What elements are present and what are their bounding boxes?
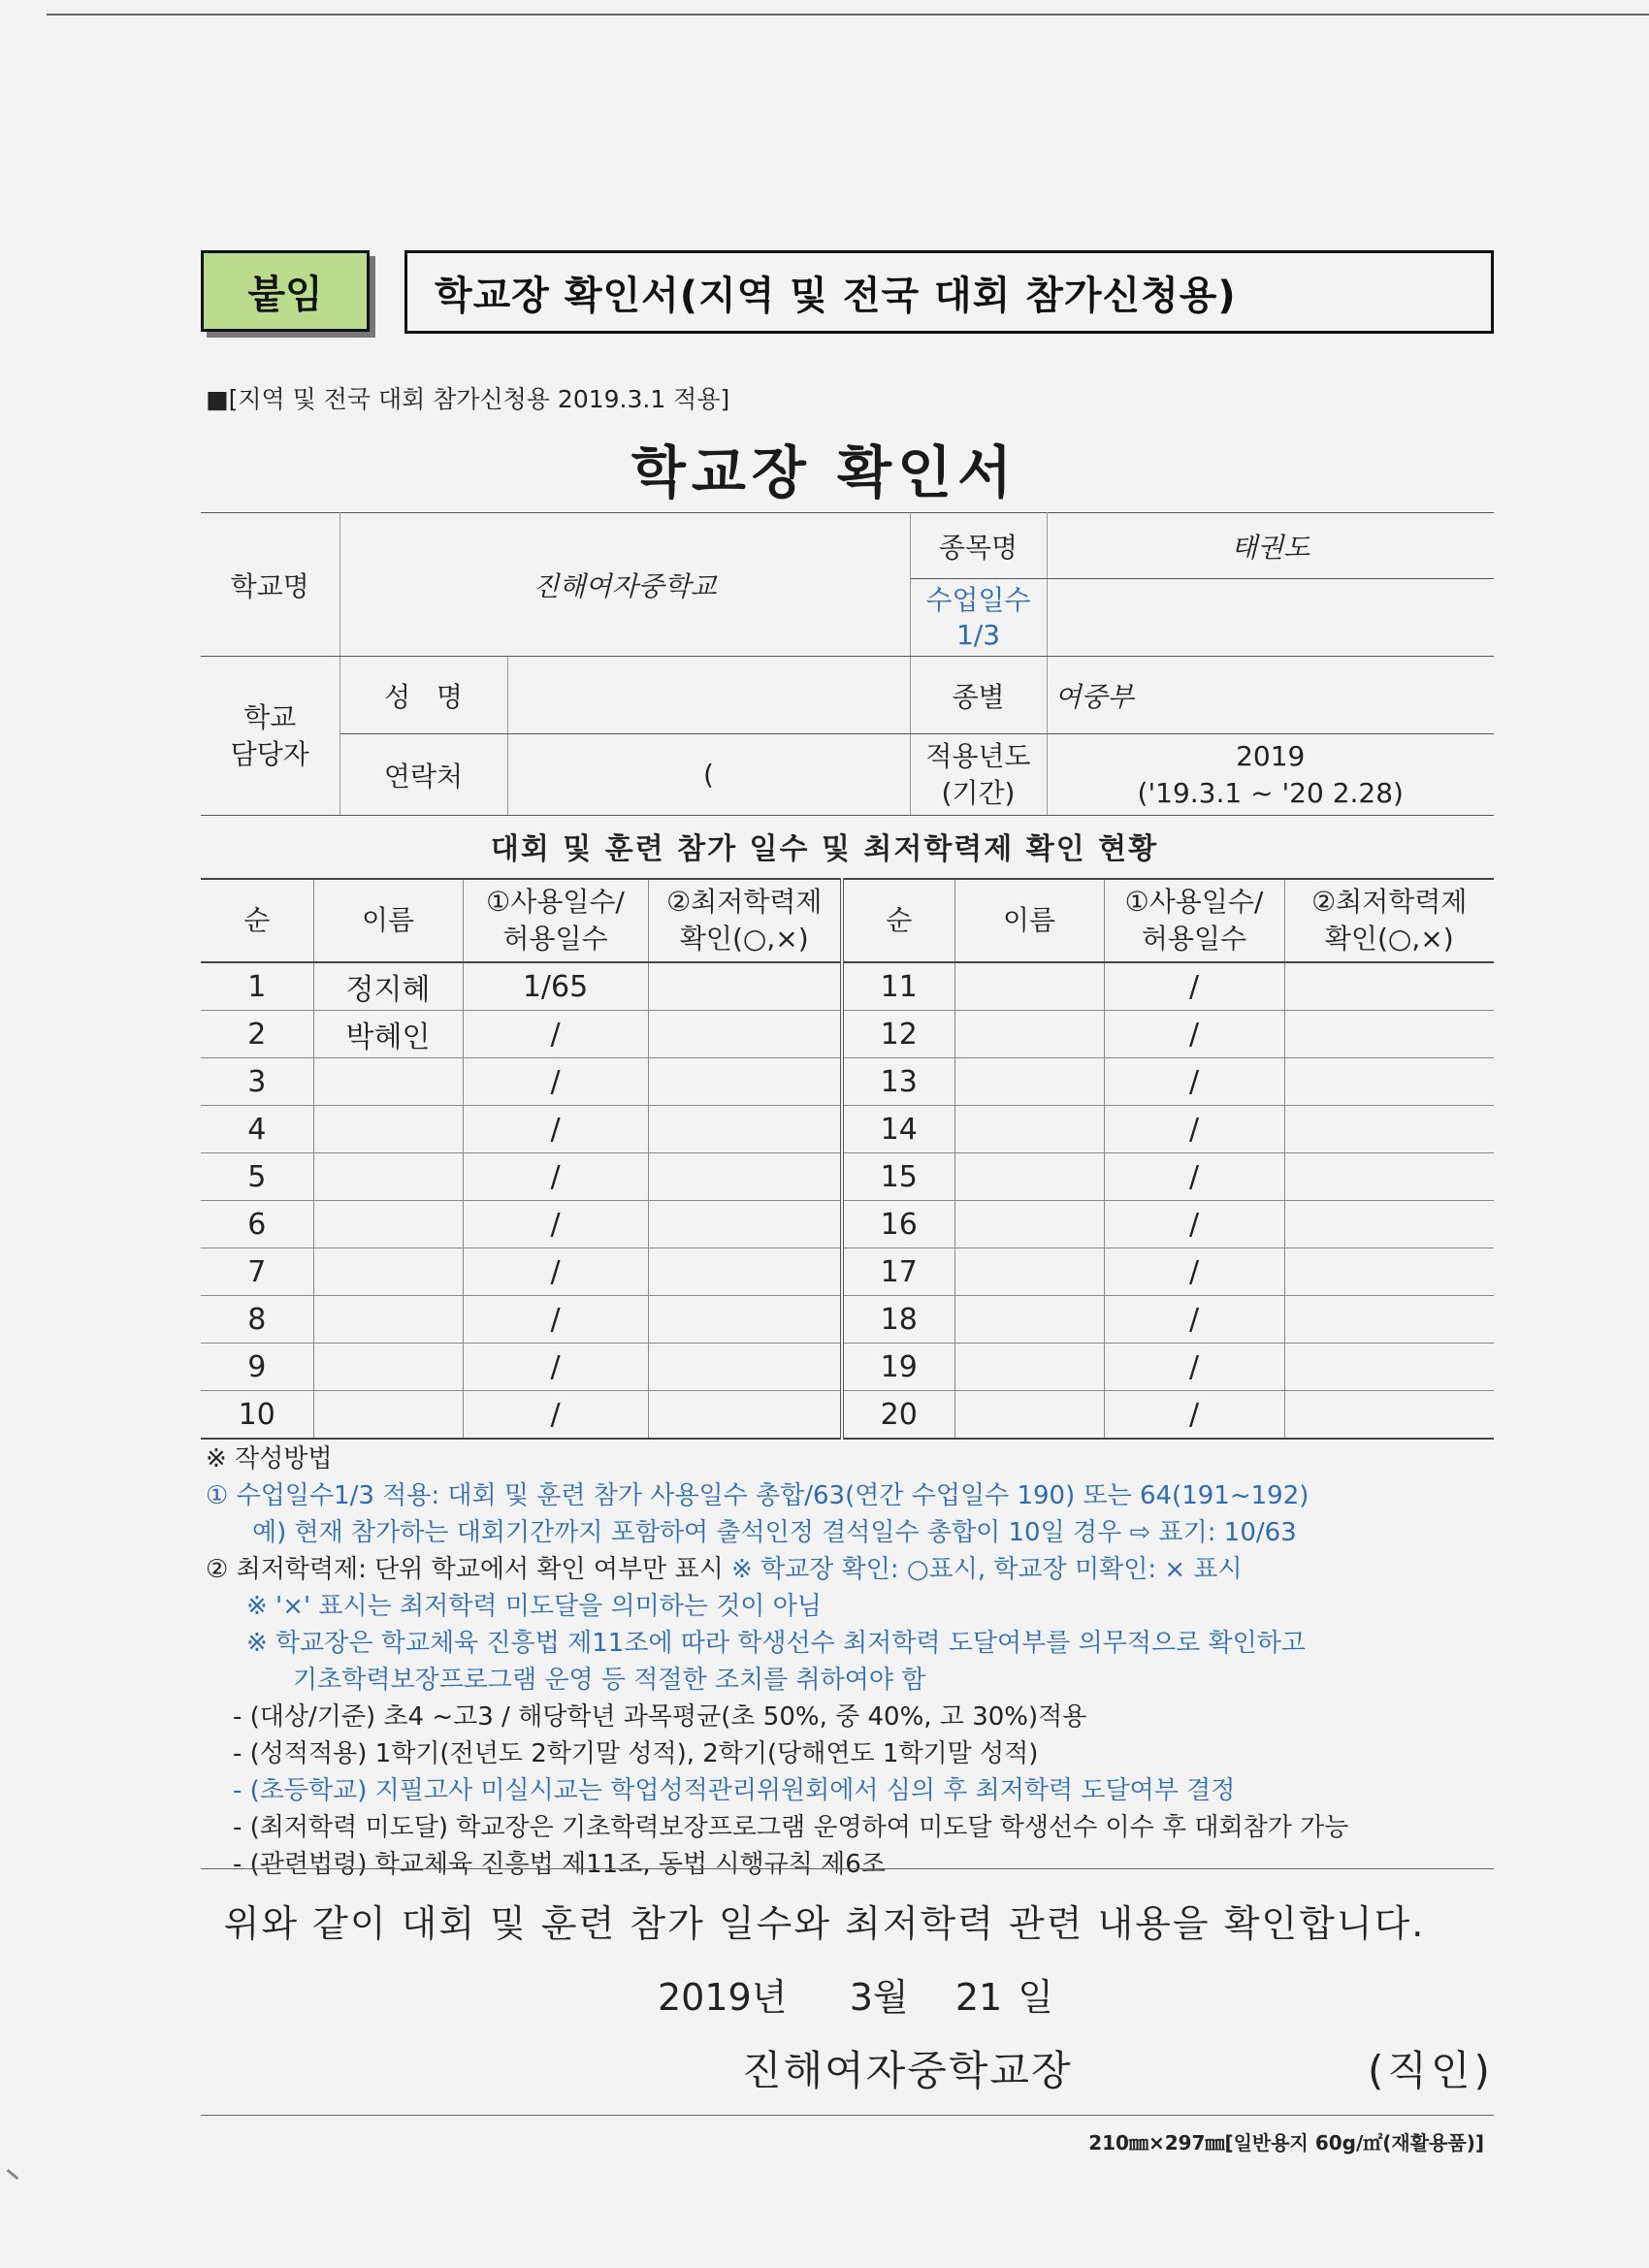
table-row bbox=[201, 962, 1494, 1011]
contact-label: 연락처 bbox=[340, 734, 507, 816]
divider-line bbox=[201, 1868, 1494, 1869]
page-title: 학교장 확인서 bbox=[630, 439, 1018, 505]
header-title: 학교장 확인서(지역 및 전국 대회 참가신청용) bbox=[404, 250, 1494, 334]
table-row bbox=[201, 1201, 1494, 1248]
school-days-label-line2: 1/3 bbox=[955, 618, 1001, 651]
cell-min-right bbox=[1284, 1058, 1494, 1106]
name-value bbox=[507, 657, 910, 734]
header-days-left-line1: ①사용일수/ bbox=[486, 886, 625, 918]
header-min-left bbox=[648, 879, 842, 962]
cell-seq-left: 5 bbox=[201, 1153, 313, 1201]
cell-min-right bbox=[1284, 1153, 1494, 1201]
header-name-left: 이름 bbox=[313, 879, 463, 962]
cell-seq-right: 16 bbox=[842, 1201, 954, 1248]
school-value: 진해여자중학교 bbox=[340, 513, 910, 657]
note-2a bbox=[206, 1551, 1496, 1588]
cell-name-left bbox=[313, 1058, 463, 1106]
contact-value: ( bbox=[507, 734, 910, 816]
cell-min-right bbox=[1284, 1344, 1494, 1391]
year-value-line1: 2019 bbox=[1236, 739, 1306, 772]
cell-seq-left: 2 bbox=[201, 1011, 313, 1058]
cell-name-left: 박혜인 bbox=[313, 1011, 463, 1058]
cell-days-right: / bbox=[1104, 1058, 1284, 1106]
cell-name-right bbox=[954, 962, 1104, 1011]
table-row bbox=[201, 1058, 1494, 1106]
cell-seq-left: 10 bbox=[201, 1391, 313, 1440]
header-days-right-line2: 허용일수 bbox=[1141, 923, 1247, 955]
top-border-line bbox=[47, 14, 1649, 16]
cell-min-right bbox=[1284, 1248, 1494, 1296]
manager-label-line2: 담당자 bbox=[230, 737, 309, 770]
school-label: 학교명 bbox=[201, 513, 340, 657]
category-value: 여중부 bbox=[1047, 657, 1494, 734]
cell-min-right bbox=[1284, 1391, 1494, 1440]
signer-name: 진해여자중학교장 bbox=[742, 2047, 1073, 2094]
cell-name-left bbox=[313, 1153, 463, 1201]
cell-min-left bbox=[648, 1248, 842, 1296]
header-seq-right: 순 bbox=[842, 879, 954, 962]
header-name-right: 이름 bbox=[954, 879, 1104, 962]
cell-seq-left: 1 bbox=[201, 962, 313, 1011]
table-row bbox=[201, 1391, 1494, 1440]
cell-days-left: / bbox=[463, 1248, 648, 1296]
header-min-right-line2: 확인(○,×) bbox=[1324, 923, 1454, 955]
cell-days-left: / bbox=[463, 1296, 648, 1344]
cell-days-left: / bbox=[463, 1106, 648, 1153]
header-min-left-line1: ②최저학력제 bbox=[666, 886, 823, 918]
table-row bbox=[201, 1011, 1494, 1058]
attachment-badge: 붙임 bbox=[201, 250, 370, 332]
cell-days-left: / bbox=[463, 1201, 648, 1248]
note-dash-5: - (관련법령) 학교체육 진흥법 제11조, 동법 시행규칙 제6조 bbox=[233, 1850, 886, 1879]
cell-seq-left: 7 bbox=[201, 1248, 313, 1296]
cell-name-left bbox=[313, 1391, 463, 1440]
cell-name-left bbox=[313, 1201, 463, 1248]
manager-label-line1: 학교 bbox=[243, 700, 297, 733]
header-min-left-line2: 확인(○,×) bbox=[679, 923, 809, 955]
note-2d: 기초학력보장프로그램 운영 등 적절한 조치를 취하여야 함 bbox=[293, 1666, 926, 1695]
cell-name-left bbox=[313, 1344, 463, 1391]
cell-min-left bbox=[648, 1201, 842, 1248]
header-days-left bbox=[463, 879, 648, 962]
cell-min-left bbox=[648, 1011, 842, 1058]
cell-days-left: / bbox=[463, 1153, 648, 1201]
year-label-line2: (기간) bbox=[941, 776, 1016, 809]
cell-days-right: / bbox=[1104, 1248, 1284, 1296]
cell-min-right bbox=[1284, 1011, 1494, 1058]
cell-name-right bbox=[954, 1296, 1104, 1344]
year-label-line1: 적용년도 bbox=[925, 739, 1031, 772]
school-days-label bbox=[910, 579, 1047, 657]
school-days-value bbox=[1047, 579, 1494, 657]
footer-divider bbox=[201, 2115, 1494, 2116]
cell-days-left: / bbox=[463, 1011, 648, 1058]
cell-days-right: / bbox=[1104, 1011, 1284, 1058]
cell-days-right: / bbox=[1104, 962, 1284, 1011]
cell-name-right bbox=[954, 1344, 1104, 1391]
event-label: 종목명 bbox=[910, 513, 1047, 579]
cell-seq-right: 19 bbox=[842, 1344, 954, 1391]
table-header-row bbox=[201, 879, 1494, 962]
note-dash-1: - (대상/기준) 초4 ~고3 / 해당학년 과목평균(초 50%, 중 40%, 고 30%)적용 bbox=[233, 1702, 1087, 1732]
header-min-right bbox=[1284, 879, 1494, 962]
cell-min-right bbox=[1284, 962, 1494, 1011]
event-value: 태권도 bbox=[1047, 513, 1494, 579]
cell-days-left: / bbox=[463, 1058, 648, 1106]
cell-seq-right: 14 bbox=[842, 1106, 954, 1153]
name-label: 성 명 bbox=[340, 657, 507, 734]
cell-min-left bbox=[648, 1106, 842, 1153]
cell-days-right: / bbox=[1104, 1391, 1284, 1440]
cell-seq-right: 17 bbox=[842, 1248, 954, 1296]
note-dash-2: - (성적적용) 1학기(전년도 2학기말 성적), 2학기(당해연도 1학기말 성적) bbox=[233, 1739, 1039, 1768]
cell-seq-left: 3 bbox=[201, 1058, 313, 1106]
cell-min-left bbox=[648, 1344, 842, 1391]
cell-seq-right: 20 bbox=[842, 1391, 954, 1440]
note-dash-4: - (최저학력 미도달) 학교장은 기초학력보장프로그램 운영하여 미도달 학생선수 이수 후 대회참가 가능 bbox=[233, 1813, 1349, 1842]
cell-seq-left: 6 bbox=[201, 1201, 313, 1248]
cell-min-left bbox=[648, 1058, 842, 1106]
manager-label bbox=[201, 657, 340, 816]
cell-name-left bbox=[313, 1296, 463, 1344]
cell-days-left: / bbox=[463, 1391, 648, 1440]
cell-min-left bbox=[648, 1296, 842, 1344]
note-1a: ① 수업일수1/3 적용: 대회 및 훈련 참가 사용일수 총합/63(연간 수업일수 190) 또는 64(191~192) bbox=[206, 1481, 1310, 1510]
paper-spec: 210㎜×297㎜[일반용지 60g/㎡(재활용품)] bbox=[1088, 2131, 1484, 2155]
cell-days-right: / bbox=[1104, 1106, 1284, 1153]
cell-min-right bbox=[1284, 1296, 1494, 1344]
cell-name-right bbox=[954, 1248, 1104, 1296]
cell-days-left: 1/65 bbox=[463, 962, 648, 1011]
instructions bbox=[206, 1441, 1496, 1883]
cell-min-left bbox=[648, 1391, 842, 1440]
table-row bbox=[201, 1106, 1494, 1153]
cell-name-right bbox=[954, 1201, 1104, 1248]
year-label bbox=[910, 734, 1047, 816]
scan-mark bbox=[7, 2169, 19, 2180]
cell-min-left bbox=[648, 1153, 842, 1201]
issue-date: 2019년 3월 21 일 bbox=[658, 1976, 1053, 2019]
cell-name-right bbox=[954, 1058, 1104, 1106]
category-label: 종별 bbox=[910, 657, 1047, 734]
period-value: ('19.3.1 ~ '20 2.28) bbox=[1137, 776, 1404, 809]
cell-seq-right: 18 bbox=[842, 1296, 954, 1344]
note-2a-highlight: ※ 학교장 확인: ○표시, 학교장 미확인: × 표시 bbox=[731, 1555, 1243, 1584]
header-days-right-line1: ①사용일수/ bbox=[1124, 886, 1264, 918]
cell-seq-right: 15 bbox=[842, 1153, 954, 1201]
table-row bbox=[201, 1248, 1494, 1296]
cell-name-left bbox=[313, 1106, 463, 1153]
header-seq-left: 순 bbox=[201, 879, 313, 962]
cell-seq-left: 9 bbox=[201, 1344, 313, 1391]
cell-seq-left: 4 bbox=[201, 1106, 313, 1153]
cell-seq-right: 12 bbox=[842, 1011, 954, 1058]
note-2b: ※ '×' 표시는 최저학력 미도달을 의미하는 것이 아님 bbox=[246, 1592, 822, 1621]
cell-min-right bbox=[1284, 1201, 1494, 1248]
table-row bbox=[201, 1344, 1494, 1391]
form-subnote: ■[지역 및 전국 대회 참가신청용 2019.3.1 적용] bbox=[206, 385, 730, 413]
note-2a-text: ② 최저학력제: 단위 학교에서 확인 여부만 표시 bbox=[206, 1555, 732, 1584]
cell-name-right bbox=[954, 1106, 1104, 1153]
year-value bbox=[1047, 734, 1494, 816]
cell-days-right: / bbox=[1104, 1344, 1284, 1391]
cell-name-left bbox=[313, 1248, 463, 1296]
cell-name-right bbox=[954, 1391, 1104, 1440]
info-table bbox=[201, 512, 1494, 816]
table-row bbox=[201, 1296, 1494, 1344]
cell-seq-right: 11 bbox=[842, 962, 954, 1011]
cell-seq-right: 13 bbox=[842, 1058, 954, 1106]
section-title: 대회 및 훈련 참가 일수 및 최저학력제 확인 현황 bbox=[490, 832, 1159, 866]
note-2c: ※ 학교장은 학교체육 진흥법 제11조에 따라 학생선수 최저학력 도달여부를 의무적으로 확인하고 bbox=[246, 1629, 1306, 1658]
cell-days-left: / bbox=[463, 1344, 648, 1391]
header-min-right-line1: ②최저학력제 bbox=[1311, 886, 1468, 918]
note-1b: 예) 현재 참가하는 대회기간까지 포함하여 출석인정 결석일수 총합이 10일 경우 ⇨ 표기: 10/63 bbox=[252, 1518, 1297, 1547]
header-days-right bbox=[1104, 879, 1284, 962]
table-body bbox=[201, 962, 1494, 1439]
cell-days-right: / bbox=[1104, 1153, 1284, 1201]
cell-min-left bbox=[648, 962, 842, 1011]
notes-heading: ※ 작성방법 bbox=[206, 1444, 333, 1474]
table-row bbox=[201, 1153, 1494, 1201]
school-days-label-line1: 수업일수 bbox=[925, 583, 1031, 616]
cell-seq-left: 8 bbox=[201, 1296, 313, 1344]
header-days-left-line2: 허용일수 bbox=[502, 923, 608, 955]
confirmation-statement: 위와 같이 대회 및 훈련 참가 일수와 최저학력 관련 내용을 확인합니다. bbox=[223, 1902, 1426, 1945]
document-header bbox=[201, 250, 1494, 334]
cell-min-right bbox=[1284, 1106, 1494, 1153]
cell-days-right: / bbox=[1104, 1201, 1284, 1248]
cell-name-right bbox=[954, 1153, 1104, 1201]
note-dash-3: - (초등학교) 지필고사 미실시교는 학업성적관리위원회에서 심의 후 최저학력 도달여부 결정 bbox=[233, 1776, 1236, 1805]
cell-days-right: / bbox=[1104, 1296, 1284, 1344]
seal-label: (직인) bbox=[1368, 2047, 1494, 2094]
cell-name-right bbox=[954, 1011, 1104, 1058]
cell-name-left: 정지혜 bbox=[313, 962, 463, 1011]
participation-table bbox=[201, 878, 1494, 1440]
